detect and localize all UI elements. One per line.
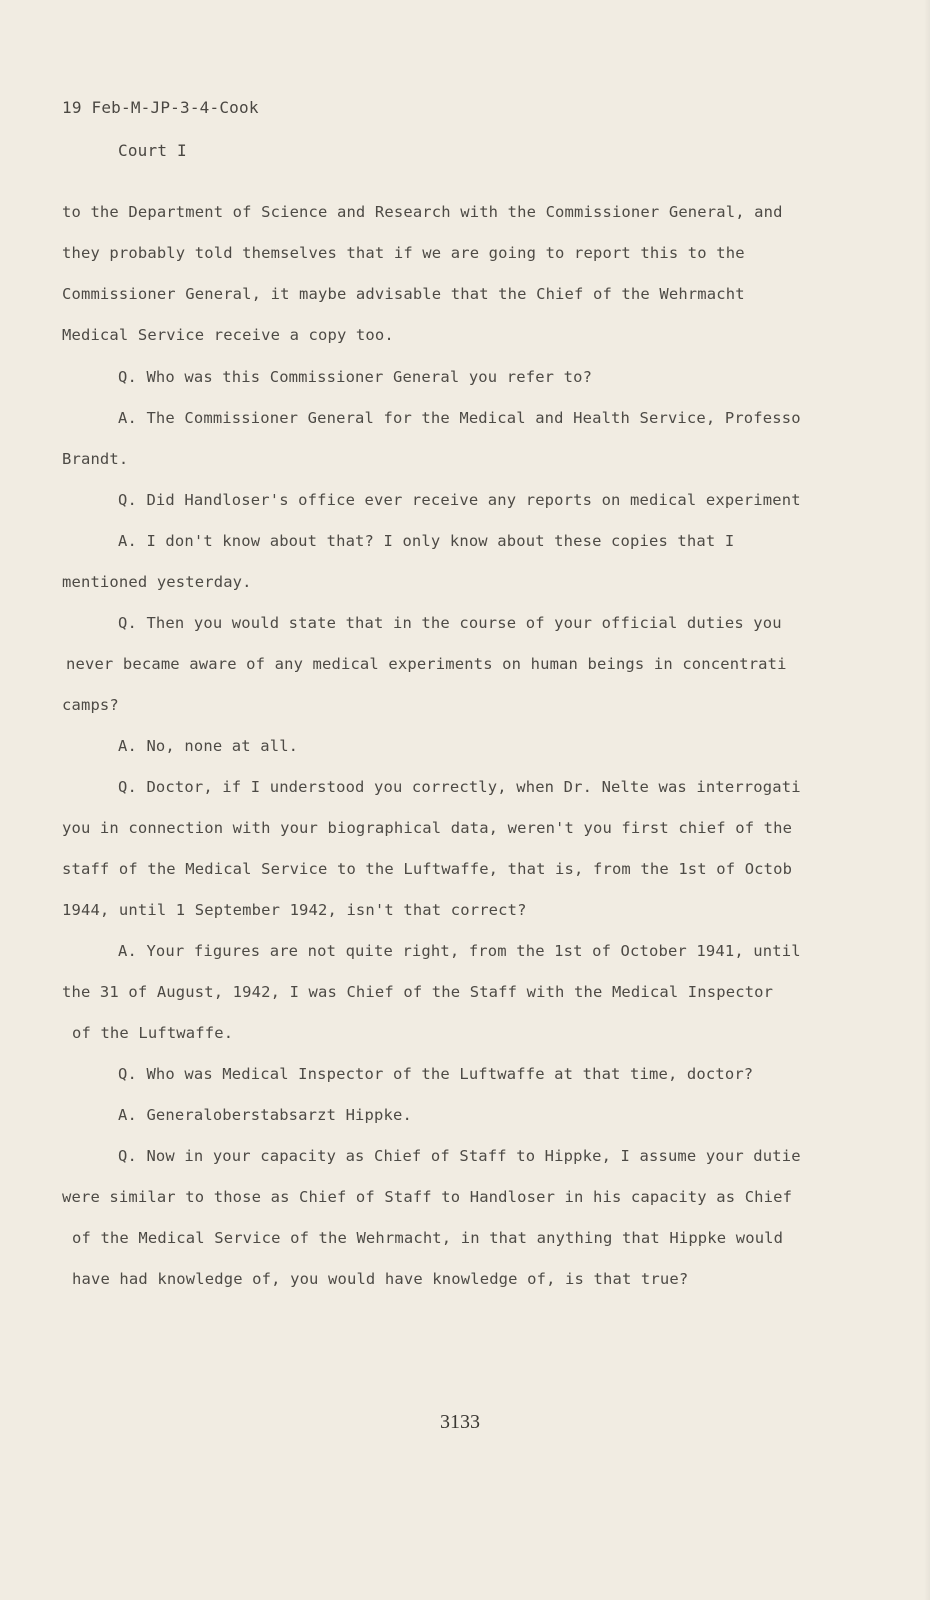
question-line: Q. Who was this Commissioner General you refer to? (118, 368, 593, 386)
transcript-line: were similar to those as Chief of Staff to Handloser in his capacity as Chief (62, 1188, 793, 1206)
answer-line: A. Generaloberstabsarzt Hippke. (118, 1106, 412, 1124)
answer-line: A. Your figures are not quite right, from the 1st of October 1941, until (118, 942, 801, 960)
transcript-line: mentioned yesterday. (62, 573, 252, 591)
question-line: Q. Now in your capacity as Chief of Staff to Hippke, I assume your dutie (118, 1147, 801, 1165)
question-line: Q. Who was Medical Inspector of the Luftwaffe at that time, doctor? (118, 1065, 754, 1083)
transcript-line: they probably told themselves that if we are going to report this to the (62, 244, 745, 262)
transcript-line: Medical Service receive a copy too. (62, 326, 394, 344)
transcript-line: never became aware of any medical experiments on human beings in concentrati (66, 655, 787, 673)
transcript-line: the 31 of August, 1942, I was Chief of the Staff with the Medical Inspector (62, 983, 774, 1001)
court-label: Court I (118, 141, 187, 160)
question-line: Q. Then you would state that in the course of your official duties you (118, 614, 782, 632)
transcript-line: have had knowledge of, you would have knowledge of, is that true? (72, 1270, 689, 1288)
answer-line: A. No, none at all. (118, 737, 299, 755)
question-line: Q. Did Handloser's office ever receive any reports on medical experiment (118, 491, 801, 509)
transcript-line: of the Luftwaffe. (72, 1024, 234, 1042)
question-line: Q. Doctor, if I understood you correctly, when Dr. Nelte was interrogati (118, 778, 801, 796)
page-edge-shadow (924, 0, 930, 1600)
transcript-line: Brandt. (62, 450, 129, 468)
transcript-line: to the Department of Science and Research with the Commissioner General, and (62, 203, 783, 221)
transcript-line: of the Medical Service of the Wehrmacht, in that anything that Hippke would (72, 1229, 784, 1247)
page-number: 3133 (440, 1411, 480, 1433)
answer-line: A. I don't know about that? I only know about these copies that I (118, 532, 735, 550)
transcript-line: camps? (62, 696, 119, 714)
transcript-line: 1944, until 1 September 1942, isn't that correct? (62, 901, 527, 919)
document-reference: 19 Feb-M-JP-3-4-Cook (62, 98, 259, 117)
transcript-line: staff of the Medical Service to the Luftwaffe, that is, from the 1st of Octob (62, 860, 793, 878)
transcript-line: Commissioner General, it maybe advisable that the Chief of the Wehrmacht (62, 285, 745, 303)
answer-line: A. The Commissioner General for the Medical and Health Service, Professo (118, 409, 801, 427)
transcript-line: you in connection with your biographical data, weren't you first chief of the (62, 819, 793, 837)
